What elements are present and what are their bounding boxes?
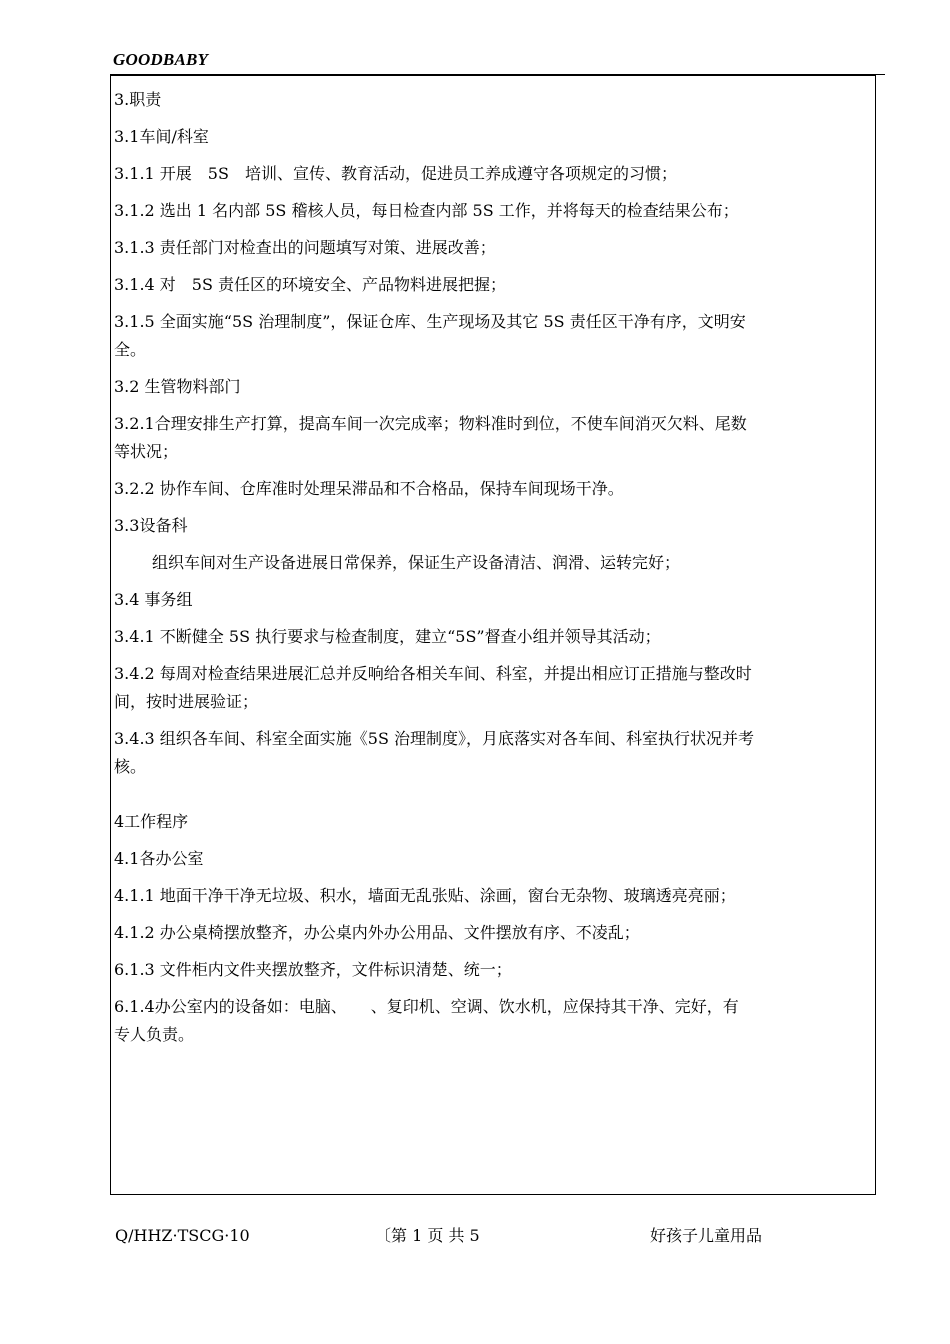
paragraph: 3.1.4 对 5S 责任区的环境安全、产品物料进展把握； bbox=[114, 275, 507, 294]
paragraph: 4.1.2 办公桌椅摆放整齐，办公桌内外办公用品、文件摆放有序、不凌乱； bbox=[114, 923, 640, 942]
page-footer bbox=[0, 1222, 950, 1250]
paragraph-continuation: 间，按时进展验证； bbox=[114, 692, 259, 711]
paragraph-continuation: 专人负责。 bbox=[114, 1025, 195, 1044]
paragraph: 3.4.3 组织各车间、科室全面实施《5S 治理制度》，月底落实对各车间、科室执行状况并考 bbox=[114, 729, 755, 748]
paragraph: 6.1.3 文件柜内文件夹摆放整齐，文件标识清楚、统一； bbox=[114, 960, 512, 979]
paragraph: 3.4.2 每周对检查结果进展汇总并反响给各相关车间、科室，并提出相应订正措施与整改时 bbox=[114, 664, 752, 683]
subsection-heading: 4.1各办公室 bbox=[114, 849, 204, 868]
document-code: Q/HHZ·TSCG·10 bbox=[115, 1226, 250, 1245]
document-body bbox=[114, 86, 874, 1058]
blank-line bbox=[114, 790, 874, 808]
paragraph-continuation: 核。 bbox=[114, 757, 147, 776]
subsection-heading: 3.2 生管物料部门 bbox=[114, 377, 241, 396]
paragraph: 组织车间对生产设备进展日常保养，保证生产设备清洁、润滑、运转完好； bbox=[152, 553, 681, 572]
paragraph: 3.2.2 协作车间、仓库准时处理呆滞品和不合格品，保持车间现场干净。 bbox=[114, 479, 624, 498]
paragraph: 3.1.5 全面实施“5S 治理制度”，保证仓库、生产现场及其它 5S 责任区干净有序，文明安 bbox=[114, 312, 746, 331]
page-number: 〔第 1 页 共 5 bbox=[375, 1226, 480, 1245]
paragraph: 3.1.2 选出 1 名内部 5S 稽核人员，每日检查内部 5S 工作，并将每天的检查结果公布； bbox=[114, 201, 739, 220]
content-box bbox=[110, 75, 876, 1195]
paragraph-continuation: 等状况； bbox=[114, 442, 179, 461]
paragraph: 3.2.1合理安排生产打算，提高车间一次完成率；物料准时到位，不使车间消灭欠料、尾数 bbox=[114, 414, 747, 433]
section-heading: 3.职责 bbox=[114, 90, 162, 109]
header-brand: GOODBABY bbox=[113, 50, 209, 69]
subsection-heading: 3.3设备科 bbox=[114, 516, 188, 535]
section-heading: 4工作程序 bbox=[114, 812, 189, 831]
paragraph: 3.1.1 开展 5S 培训、宣传、教育活动，促进员工养成遵守各项规定的习惯； bbox=[114, 164, 677, 183]
subsection-heading: 3.1车间/科室 bbox=[114, 127, 209, 146]
company-name: 好孩子儿童用品 bbox=[650, 1226, 763, 1245]
paragraph: 6.1.4办公室内的设备如：电脑、 、复印机、空调、饮水机，应保持其干净、完好，有 bbox=[114, 997, 739, 1016]
paragraph-continuation: 全。 bbox=[114, 340, 147, 359]
paragraph: 3.4.1 不断健全 5S 执行要求与检查制度，建立“5S”督查小组并领导其活动； bbox=[114, 627, 661, 646]
subsection-heading: 3.4 事务组 bbox=[114, 590, 193, 609]
paragraph: 4.1.1 地面干净干净无垃圾、积水，墙面无乱张贴、涂画，窗台无杂物、玻璃透亮亮丽； bbox=[114, 886, 736, 905]
paragraph: 3.1.3 责任部门对检查出的问题填写对策、进展改善； bbox=[114, 238, 496, 257]
